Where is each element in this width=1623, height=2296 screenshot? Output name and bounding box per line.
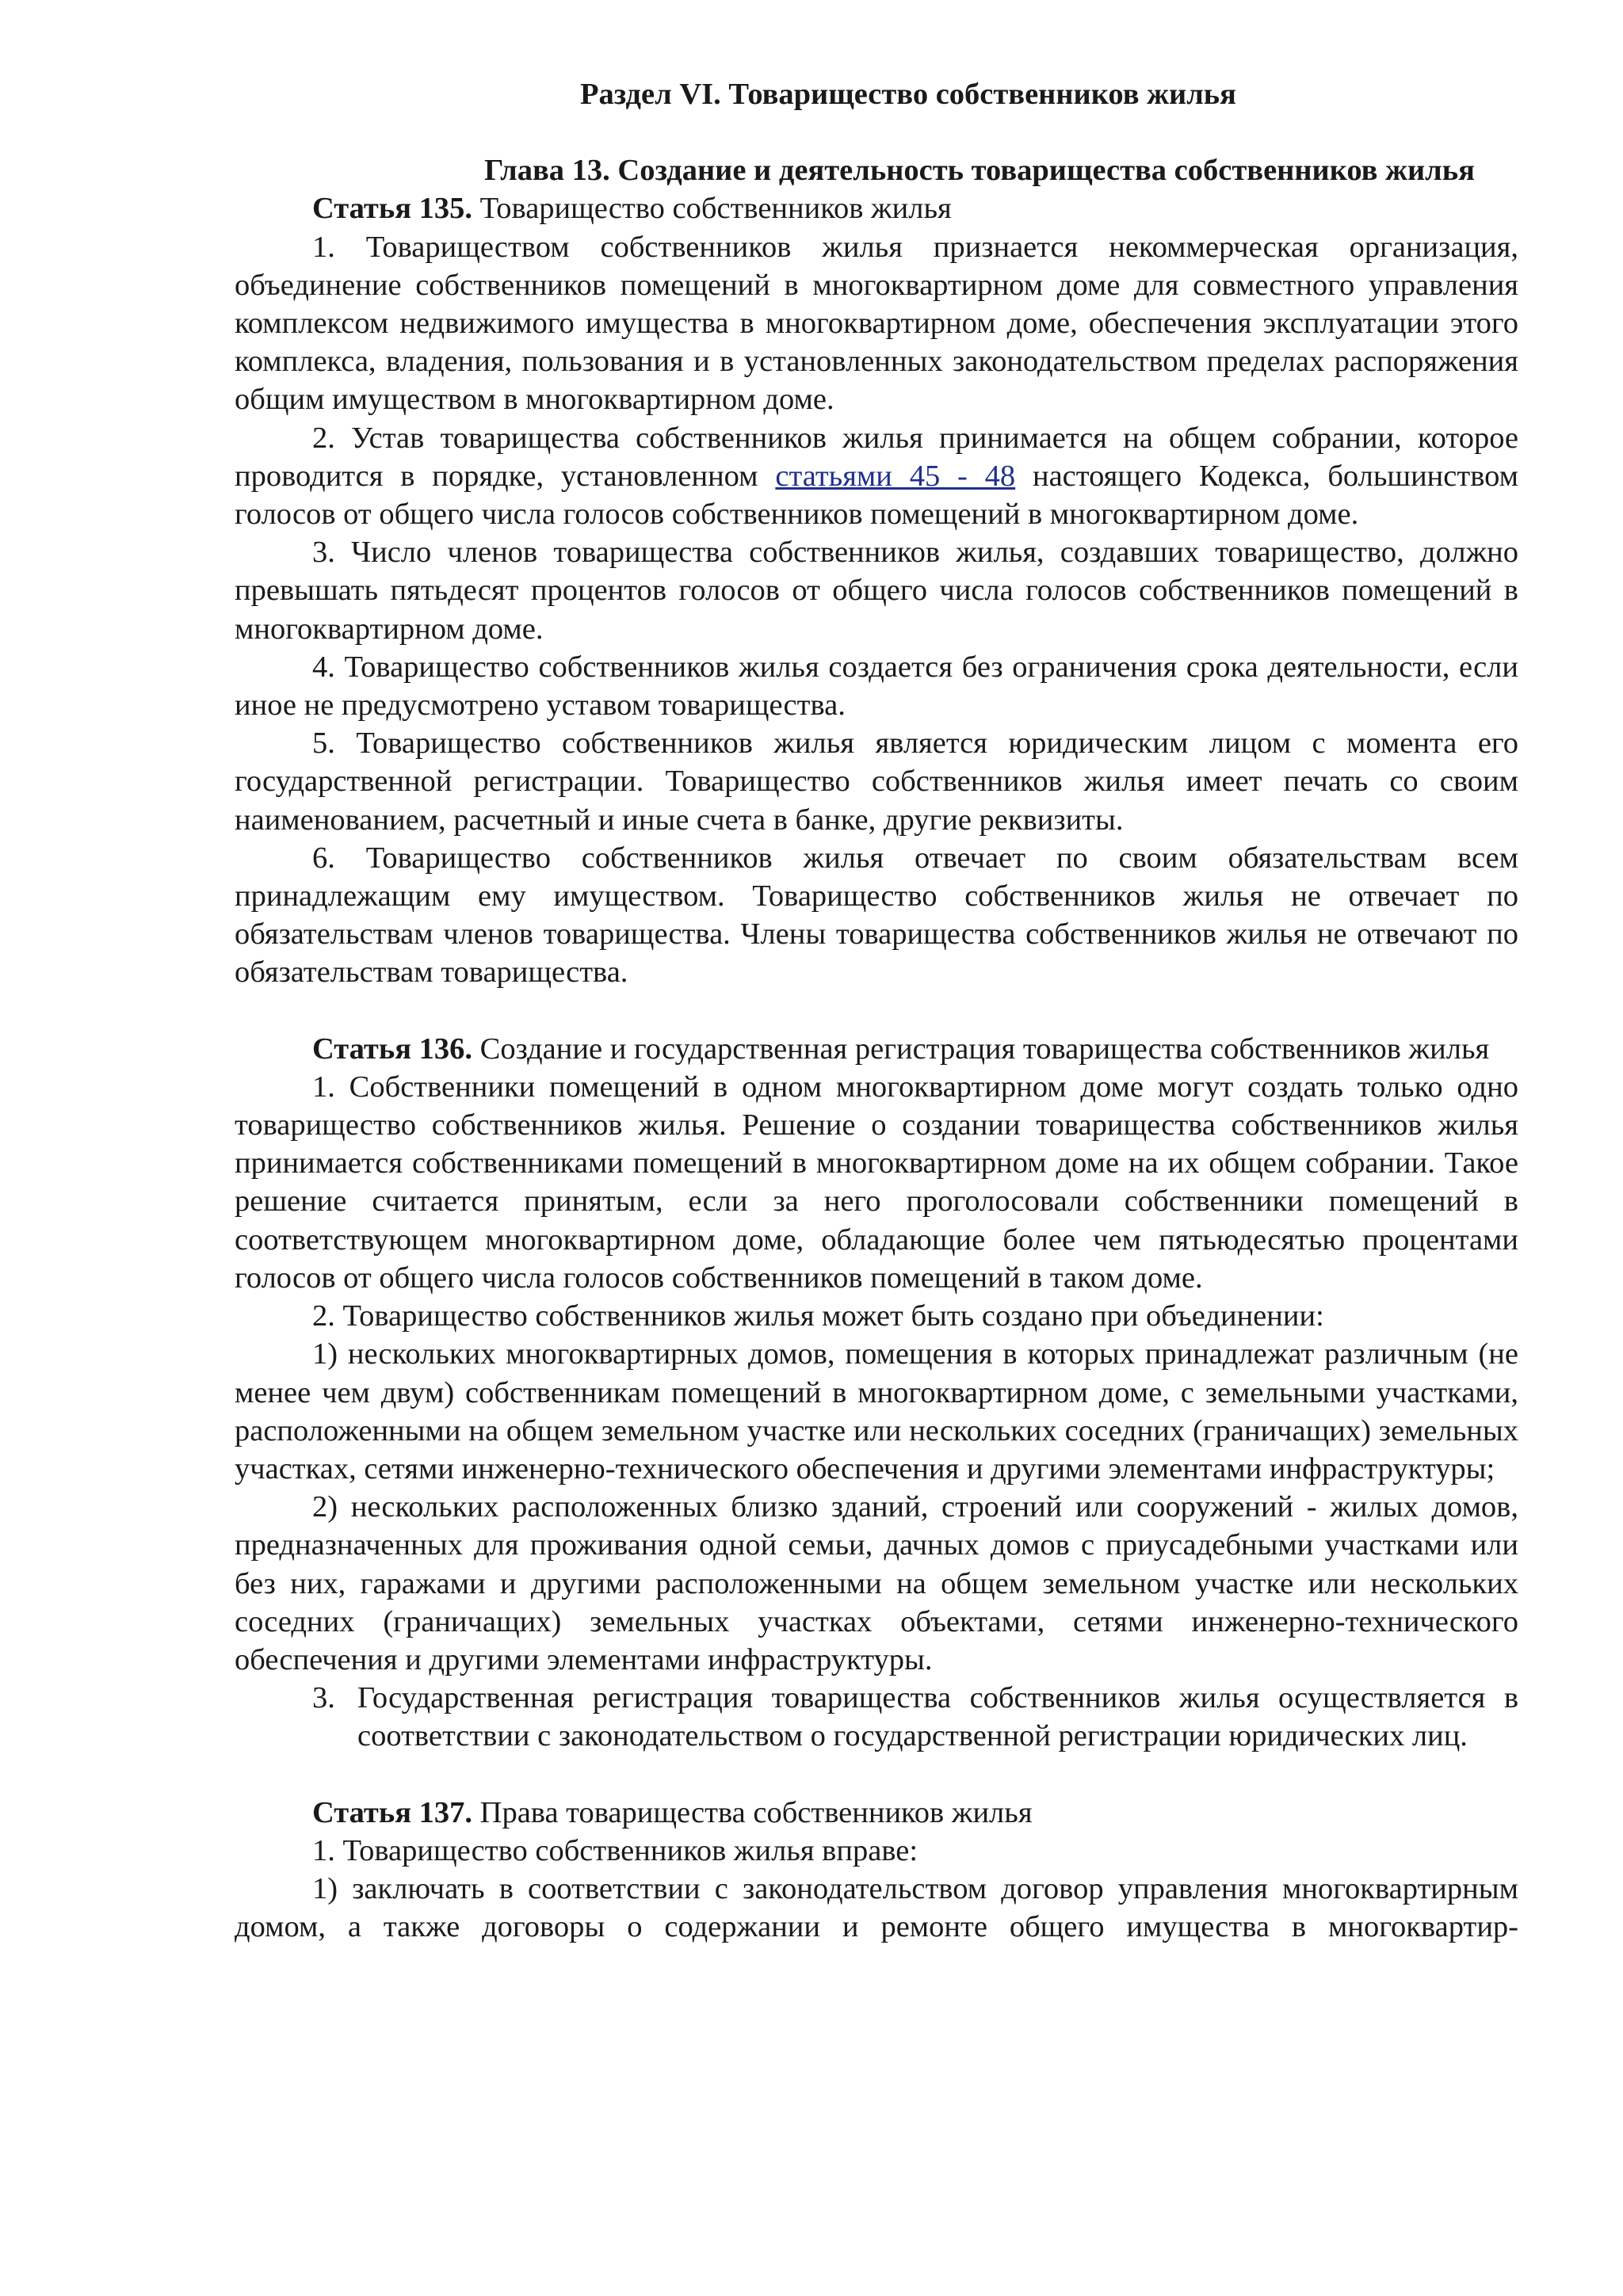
article-136-para-3 [235,1679,1518,1755]
spacer [235,1756,1518,1794]
article-135-para-2 [235,419,1518,534]
article-135-heading [235,189,1518,227]
article-137-para-1-item-1: 1) заключать в соответствии с законодательством договор управления многоквартирным домом, а также договоры о содержании и ремонте общего имущества в многоквартир- [235,1871,1518,1944]
section-title: Раздел VI. Товарищество собственников жилья [580,78,1236,111]
article-136-title: Создание и государственная регистрация товарищества собственников жилья [479,1032,1490,1066]
article-136-para-2-item-2: 2) нескольких расположенных близко зданий, строений или сооружений - жилых домов, предназначенных для проживания одной семьи, дачных домов с приусадебными участками или без них, гаражами и другими расположенными на общем земельном участке или нескольких соседних (граничащих) земельных участках объектами, сетями инженерно-технического обеспечения и другими элементами инфраструктуры. [235,1490,1518,1676]
article-135-para-2-text-b: настоящего Кодекса, большинством голосов от общего числа голосов собственников помещений в многоквартирном доме. [235,459,1518,532]
article-136-para-2: 2. Товарищество собственников жилья может быть создано при объединении: [312,1299,1324,1333]
article-135-para-4: 4. Товарищество собственников жилья создается без ограничения срока деятельности, если иное не предусмотрено уставом товарищества. [235,650,1518,723]
article-135-label: Статья 135. [312,192,473,226]
article-136-para-3-text: Государственная регистрация товарищества собственников жилья осуществляется в соответствии с законодательством о государственной регистрации юридических лиц. [357,1681,1518,1753]
article-135-title: Товарищество собственников жилья [479,192,952,226]
article-136-para-2-item-1: 1) нескольких многоквартирных домов, помещения в которых принадлежат различным (не менее чем двум) собственникам помещений в многоквартирном доме, с земельными участками, расположенными на общем земельном участке или нескольких соседних (граничащих) земельных участках, сетями инженерно-технического обеспечения и другими элементами инфраструктуры; [235,1337,1518,1486]
article-135-para-6: 6. Товарищество собственников жилья отвечает по своим обязательствам всем принадлежащим ему имуществом. Товарищество собственников жилья не отвечает по обязательствам членов товарищества. Члены товарищества собственников жилья не отвечают по обязательствам товарищества. [235,841,1518,990]
list-number: 3. [312,1681,335,1715]
article-135-para-3: 3. Число членов товарищества собственников жилья, создавших товарищество, должно превышать пятьдесят процентов голосов от общего числа голосов собственников помещений в многоквартирном доме. [235,536,1518,646]
articles-45-48-link[interactable]: статьями 45 - 48 [775,459,1016,493]
article-137-heading [235,1794,1518,1832]
article-136-heading [235,1030,1518,1068]
article-135-para-5: 5. Товарищество собственников жилья является юридическим лицом с момента его государственной регистрации. Товарищество собственников жилья имеет печать со своим наименованием, расчетный и иные счета в банке, другие реквизиты. [235,727,1518,837]
article-135-para-2-text-a: 2. Устав товарищества собственников жилья принимается на общем собрании, которое проводится в порядке, установленном [235,421,1518,493]
article-137-label: Статья 137. [312,1795,473,1829]
article-137-title: Права товарищества собственников жилья [479,1795,1033,1829]
spacer [235,992,1518,1030]
article-137-para-1: 1. Товарищество собственников жилья вправе: [312,1833,918,1867]
chapter-title: Глава 13. Создание и деятельность товарищества собственников жилья [484,154,1475,188]
article-136-label: Статья 136. [312,1032,473,1066]
document-page [235,75,1518,1946]
article-135-para-1: 1. Товариществом собственников жилья признается некоммерческая организация, объединение собственников помещений в многоквартирном доме для совместного управления комплексом недвижимого имущества в многоквартирном доме, обеспечения эксплуатации этого комплекса, владения, пользования и в установленных законодательством пределах распоряжения общим имуществом в многоквартирном доме. [235,230,1518,417]
article-136-para-1: 1. Собственники помещений в одном многоквартирном доме могут создать только одно товарищество собственников жилья. Решение о создании товарищества собственников жилья принимается собственниками помещений в многоквартирном доме на их общем собрании. Такое решение считается принятым, если за него проголосовали собственники помещений в соответствующем многоквартирном доме, обладающие более чем пятьюдесятью процентами голосов от общего числа голосов собственников помещений в таком доме. [235,1070,1518,1295]
